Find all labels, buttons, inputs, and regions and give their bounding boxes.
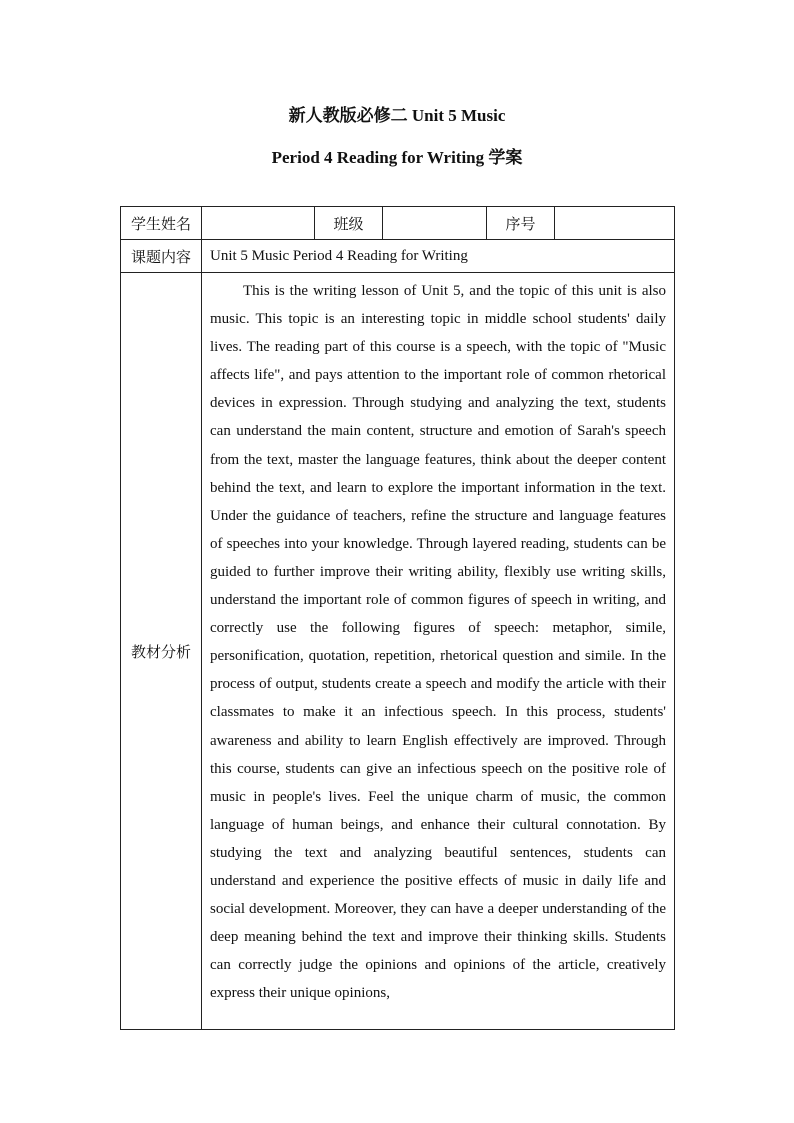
- info-table: [120, 206, 675, 1030]
- analysis-text: This is the writing lesson of Unit 5, and the topic of this unit is also music. This topic is an interesting topic in middle school students' daily lives. The reading part of this course is a speech, with the topic of "Music affects life", and pays attention to the important role of common rhetorical devices in expression. Through studying and analyzing the text, students can understand the main content, structure and emotion of Sarah's speech from the text, master the language features, think about the deeper content behind the text, and learn to explore the important information in the text. Under the guidance of teachers, refine the structure and language features of speeches into your knowledge. Through layered reading, students can be guided to further improve their writing ability, flexibly use writing skills, understand the important role of common figures of speech in writing, and correctly use the following figures of speech: metaphor, simile, personification, quotation, repetition, rhetorical question and simile. In the process of output, students create a speech and modify the article with their classmates to make it an infectious speech. In this process, students' awareness and ability to learn English effectively are improved. Through this course, students can give an infectious speech on the positive role of music in people's lives. Feel the unique charm of music, the common language of human beings, and enhance their cultural connotation. By studying the text and analyzing beautiful sentences, students can understand and experience the positive effects of music in daily life and social development. Moreover, they can have a deeper understanding of the deep meaning behind the text and improve their thinking skills. Students can correctly judge the opinions and opinions of the article, creatively express their unique opinions,: [210, 283, 666, 1002]
- class-label: 班级: [315, 207, 383, 240]
- topic-value: Unit 5 Music Period 4 Reading for Writing: [202, 240, 675, 273]
- student-name-field[interactable]: [202, 207, 315, 240]
- topic-label: 课题内容: [121, 240, 202, 273]
- document-title: 新人教版必修二 Unit 5 Music: [288, 106, 506, 125]
- analysis-label: 教材分析: [121, 273, 202, 1030]
- document-subtitle: Period 4 Reading for Writing 学案: [271, 148, 523, 167]
- class-field[interactable]: [383, 207, 487, 240]
- table-row-student-info: [121, 207, 675, 240]
- table-row-topic: [121, 240, 675, 273]
- student-name-label: 学生姓名: [121, 207, 202, 240]
- seat-number-label: 序号: [487, 207, 555, 240]
- seat-number-field[interactable]: [555, 207, 675, 240]
- analysis-cell: [202, 273, 675, 1030]
- table-row-analysis: [121, 273, 675, 1030]
